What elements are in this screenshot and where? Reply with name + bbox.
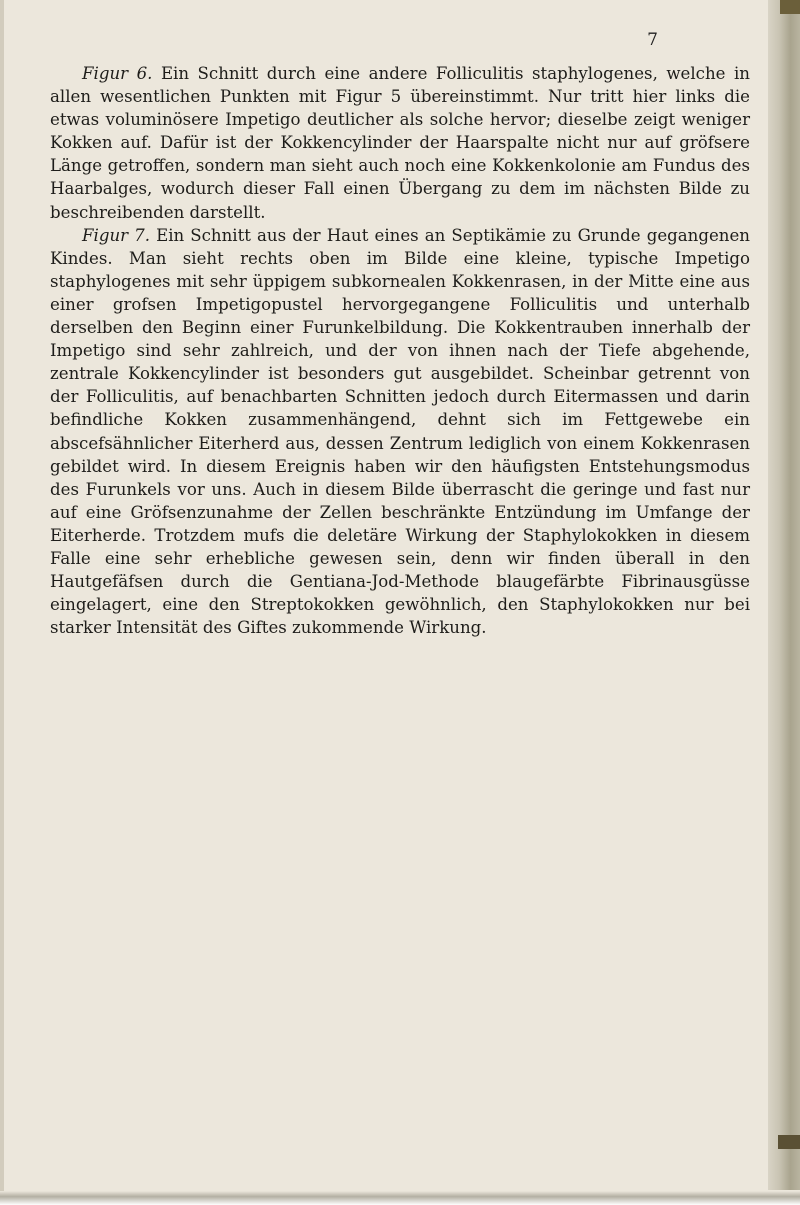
spine-corner-mark <box>780 0 800 14</box>
book-spine-edge <box>768 0 800 1190</box>
spine-bottom-mark <box>778 1135 800 1149</box>
paragraph-figure-7 <box>50 224 750 640</box>
figure-label: Figur 7. <box>82 225 150 245</box>
paragraph-text: Ein Schnitt aus der Haut eines an Septikämie zu Grunde gegangenen Kindes. Man sieht rechts oben im Bilde eine kleine, typische Impetigo staphylogenes mit sehr üppigem subkornealen Kokkenrasen, in der Mitte eine aus einer grofsen Impetigopustel hervorgegangene Folliculitis und unterhalb derselben den Beginn einer Furunkelbildung. Die Kokkentrauben innerhalb der Impetigo sind sehr zahlreich, und der von ihnen nach der Tiefe abgehende, zentrale Kokkencylinder ist besonders gut ausgebildet. Scheinbar getrennt von der Folliculitis, auf benachbarten Schnitten jedoch durch Eitermassen und darin befindliche Kokken zusammenhängend, dehnt sich im Fettgewebe ein abscefsähnlicher Eiterherd aus, dessen Zentrum lediglich von einem Kokkenrasen gebildet wird. In diesem Ereignis haben wir den häufigsten Entstehungsmodus des Furunkels vor uns. Auch in diesem Bilde überrascht die geringe und fast nur auf eine Gröfsenzunahme der Zellen beschränkte Entzündung im Umfange der Eiterherde. Trotzdem mufs die deletäre Wirkung der Staphylokokken in diesem Falle eine sehr erhebliche gewesen sein, denn wir finden überall in den Hautgefäfsen durch die Gentiana-Jod-Methode blaugefärbte Fibrinausgüsse eingelagert, eine den Streptokokken gewöhnlich, den Staphylokokken nur bei starker Intensität des Giftes zukommende Wirkung. <box>50 225 750 638</box>
paragraph-text: Ein Schnitt durch eine andere Folliculitis staphylogenes, welche in allen wesentlichen Punkten mit Figur 5 übereinstimmt. Nur tritt hier links die etwas voluminösere Impetigo deutlicher als solche hervor; dieselbe zeigt weniger Kokken auf. Dafür ist der Kokkencylinder der Haarspalte nicht nur auf gröfsere Länge getroffen, sondern man sieht auch noch eine Kokkenkolonie am Fundus des Haarbalges, wodurch dieser Fall einen Übergang zu dem im nächsten Bilde zu beschreibenden darstellt. <box>50 64 750 222</box>
figure-label: Figur 6. <box>82 64 153 83</box>
page-left-edge <box>0 0 4 1205</box>
page-bottom-edge <box>0 1191 800 1205</box>
page-number: 7 <box>647 30 658 50</box>
paragraph-figure-6 <box>50 62 750 224</box>
body-text <box>50 62 750 639</box>
